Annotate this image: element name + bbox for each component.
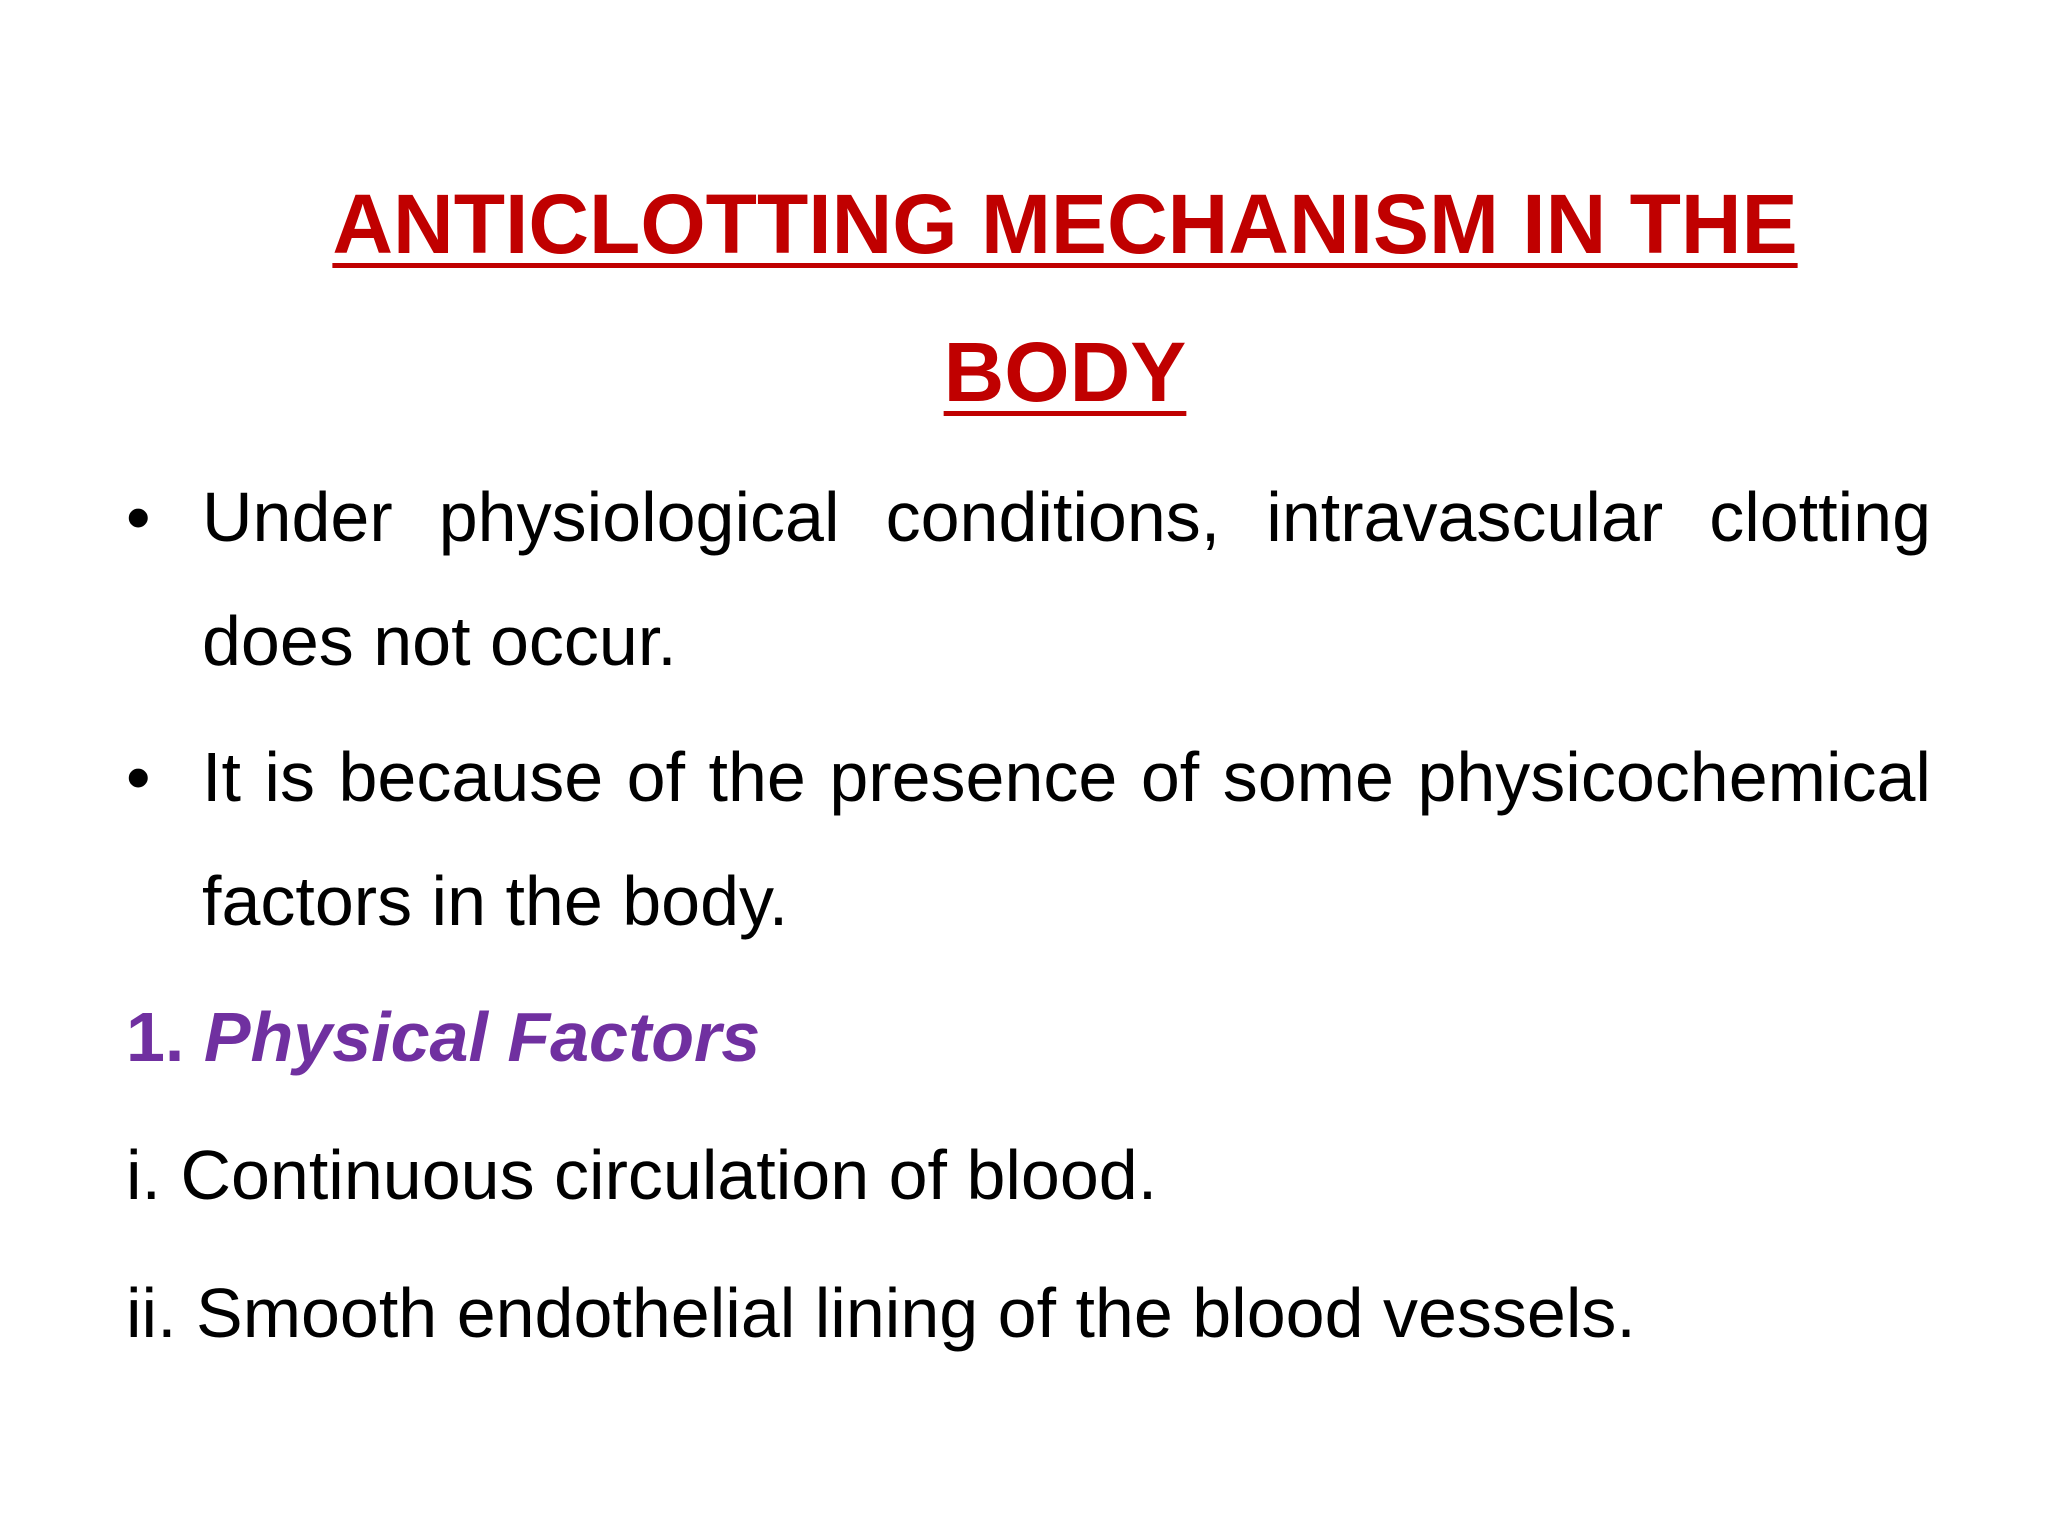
slide-content bbox=[126, 455, 1931, 1389]
bullet-text: It is because of the presence of some physicochemical factors in the body. bbox=[202, 738, 1931, 940]
bullet-list bbox=[126, 455, 1931, 963]
list-item: i. Continuous circulation of blood. bbox=[126, 1136, 1158, 1214]
section-number: 1. bbox=[126, 998, 185, 1076]
bullet-text: Under physiological conditions, intravascular clotting does not occur. bbox=[202, 478, 1931, 680]
bullet-item bbox=[126, 715, 1931, 963]
bullet-icon: • bbox=[126, 738, 151, 816]
list-item: ii. Smooth endothelial lining of the blood vessels. bbox=[126, 1274, 1636, 1352]
section-label: Physical Factors bbox=[203, 998, 761, 1076]
bullet-item bbox=[126, 455, 1931, 703]
section-heading bbox=[126, 975, 1931, 1099]
bullet-icon: • bbox=[126, 478, 151, 556]
slide-title: ANTICLOTTING MECHANISM IN THE BODY bbox=[332, 177, 1798, 419]
